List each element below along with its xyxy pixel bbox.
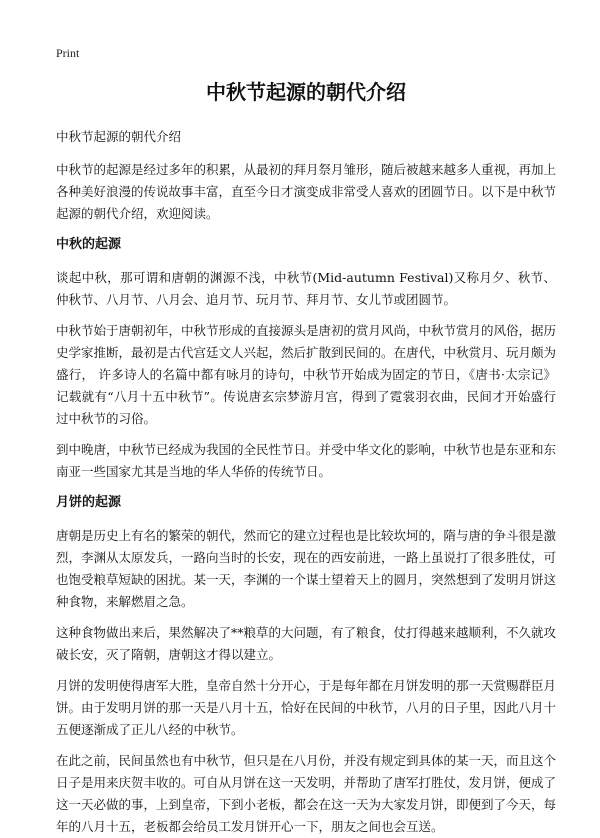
paragraph: 在此之前，民间虽然也有中秋节，但只是在八月份，并没有规定到具体的某一天，而且这个日子是用来庆贺丰收的。可自从月饼在这一天发明，并帮助了唐军打胜仗，发月饼，便成了这一天必做的事，上到皇帝，下到小老板，都会在这一天为大家发月饼，即便到了今天，每年的八月十五，老板都会给员工发月饼开心一下，朋友之间也会互送。 — [56, 753, 557, 834]
document-subtitle: 中秋节起源的朝代介绍 — [56, 129, 182, 144]
document-title: 中秋节起源的朝代介绍 — [206, 80, 406, 104]
paragraph: 到中晚唐，中秋节已经成为我国的全民性节日。并受中华文化的影响，中秋节也是东亚和东南亚一些国家尤其是当地的华人华侨的传统节日。 — [56, 442, 557, 479]
paragraph: 谈起中秋，那可谓和唐朝的渊源不浅，中秋节(Mid-autumn Festival)又称月夕、秋节、仲秋节、八月节、八月会、追月节、玩月节、拜月节、女儿节或团圆节。 — [56, 270, 556, 307]
print-link[interactable]: Print — [56, 46, 80, 60]
paragraph: 唐朝是历史上有名的繁荣的朝代，然而它的建立过程也是比较坎坷的，隋与唐的争斗很是激烈，李渊从太原发兵，一路向当时的长安，现在的西安前进，一路上虽说打了很多胜仗，可也饱受粮草短缺的困扰。某一天，李渊的一个谋士望着天上的圆月，突然想到了发明月饼这种食物，来解燃眉之急。 — [56, 528, 557, 609]
section-heading-mooncake-origin: 月饼的起源 — [56, 495, 122, 510]
paragraph: 这种食物做出来后，果然解决了**粮草的大问题，有了粮食，仗打得越来越顺利，不久就攻破长安，灭了隋朝，唐朝这才得以建立。 — [56, 625, 557, 662]
section-heading-mid-autumn-origin: 中秋的起源 — [56, 237, 122, 252]
paragraph: 月饼的发明使得唐军大胜，皇帝自然十分开心，于是每年都在月饼发明的那一天赏赐群臣月饼。由于发明月饼的那一天是八月十五，恰好在民间的中秋节，八月的日子里，因此八月十五便逐渐成了正儿八经的中秋节。 — [56, 678, 557, 737]
paragraph: 中秋节始于唐朝初年，中秋节形成的直接源头是唐初的赏月风尚，中秋节赏月的风俗，据历史学家推断，最初是古代宫廷文人兴起，然后扩散到民间的。在唐代，中秋赏月、玩月颇为盛行， 许多诗人的名篇中都有咏月的诗句，中秋节开始成为固定的节日，《唐书·太宗记》记载就有“八月十五中秋节”。传说唐玄宗梦游月宫，得到了霓裳羽衣曲，民间才开始盛行过中秋节的习俗。 — [56, 323, 557, 426]
intro-paragraph: 中秋节的起源是经过多年的积累，从最初的拜月祭月雏形，随后被越来越多人重视，再加上各种美好浪漫的传说故事丰富，直至今日才演变成非常受人喜欢的团圆节日。以下是中秋节起源的朝代介绍，欢迎阅读。 — [56, 162, 557, 221]
